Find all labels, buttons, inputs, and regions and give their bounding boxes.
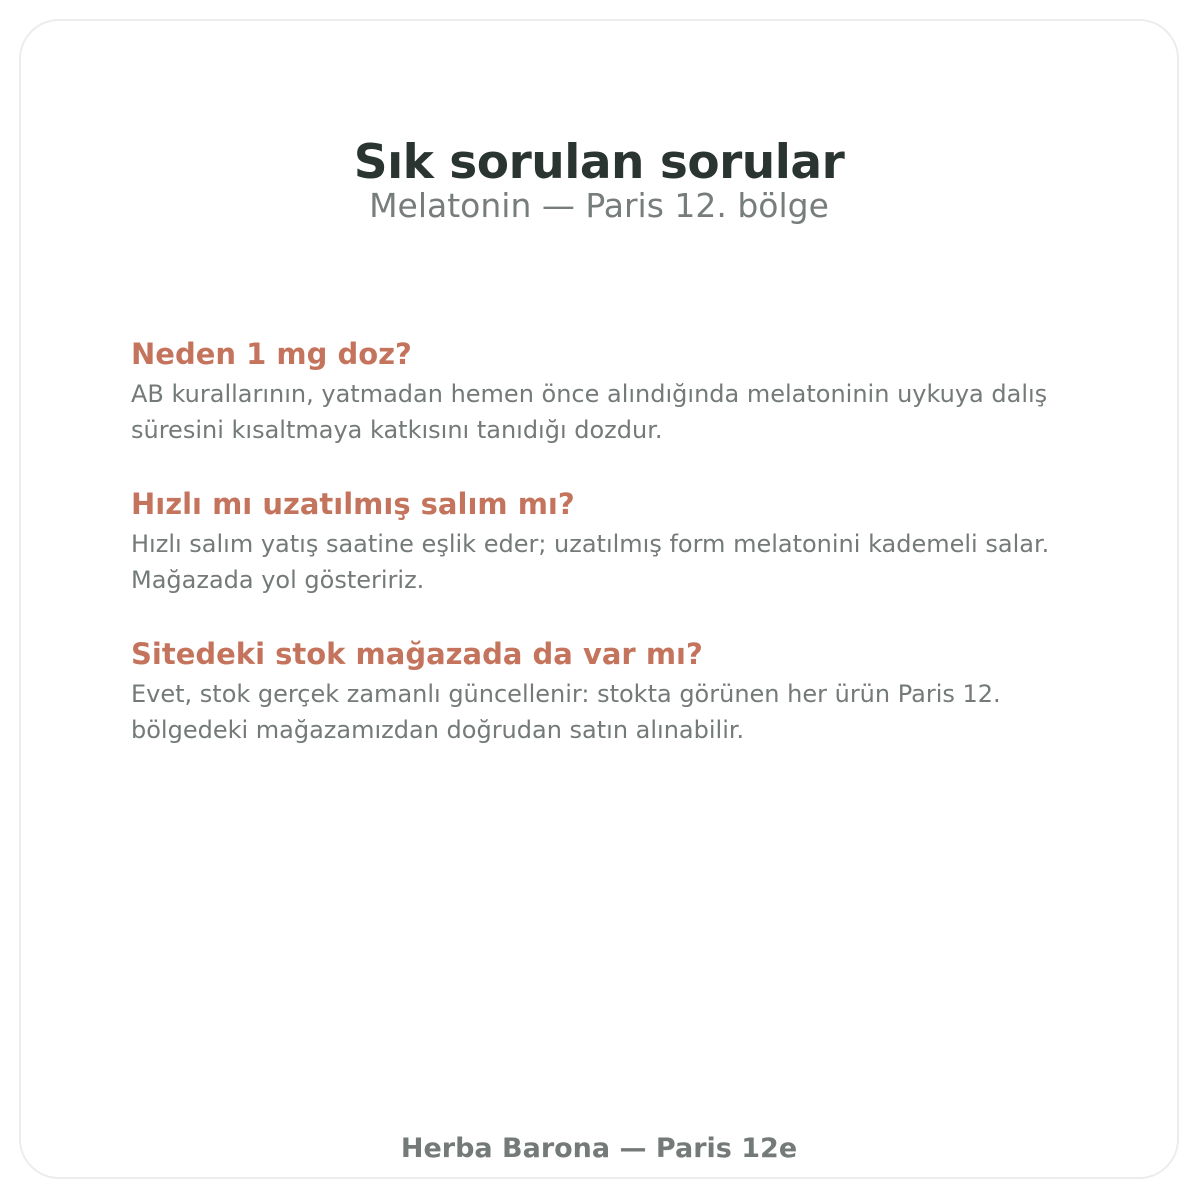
page-subtitle: Melatonin — Paris 12. bölge: [369, 186, 829, 225]
faq-answer: Evet, stok gerçek zamanlı güncellenir: stokta görünen her ürün Paris 12. bölgedeki mağazamızdan doğrudan satın alınabilir.: [131, 680, 1001, 744]
faq-item: [131, 334, 1091, 448]
faq-answer: Hızlı salım yatış saatine eşlik eder; uzatılmış form melatonini kademeli salar. Mağazada yol gösteririz.: [131, 530, 1050, 594]
faq-item: [131, 634, 1091, 748]
page-title: Sık sorulan sorular: [353, 135, 845, 191]
faq-question: Neden 1 mg doz?: [131, 337, 412, 371]
faq-list: [131, 334, 1091, 784]
faq-question: Sitedeki stok mağazada da var mı?: [131, 637, 703, 671]
footer-brand: Herba Barona — Paris 12e: [400, 1133, 798, 1164]
faq-answer: AB kurallarının, yatmadan hemen önce alındığında melatoninin uykuya dalış süresini kısaltmaya katkısını tanıdığı dozdur.: [131, 380, 1048, 444]
faq-item: [131, 484, 1091, 598]
faq-card: [19, 19, 1179, 1179]
faq-question: Hızlı mı uzatılmış salım mı?: [131, 487, 575, 521]
